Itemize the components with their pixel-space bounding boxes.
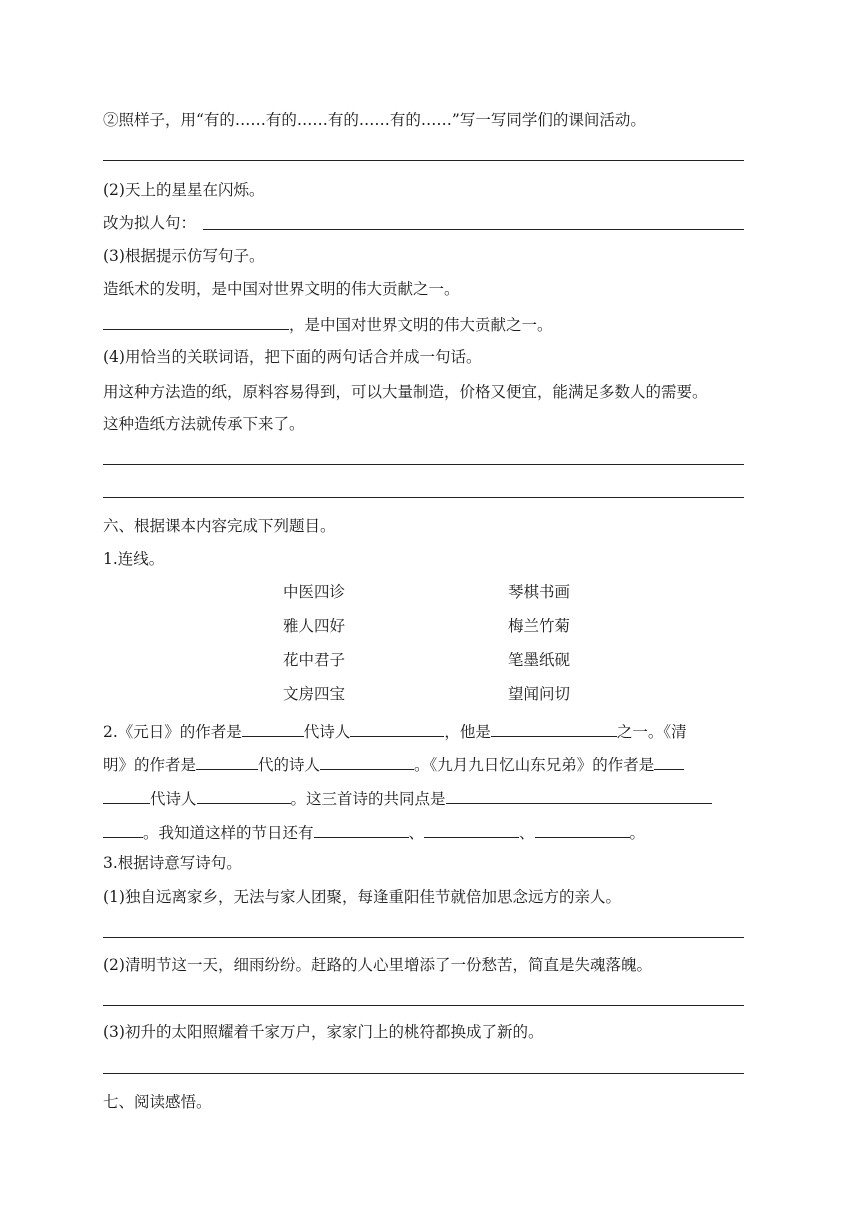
poem-lines-title: 3.根据诗意写诗句。 bbox=[103, 854, 242, 872]
section-six-heading: 六、根据课本内容完成下列题目。 bbox=[103, 517, 336, 535]
conjunction-sentence-1: 用这种方法造的纸，原料容易得到，可以大量制造，价格又便宜，能满足多数人的需要。 bbox=[103, 383, 708, 401]
answer-line[interactable] bbox=[103, 497, 744, 498]
blank[interactable] bbox=[535, 820, 630, 838]
answer-line[interactable] bbox=[203, 229, 744, 230]
blank[interactable] bbox=[446, 786, 712, 804]
answer-line[interactable] bbox=[103, 937, 744, 938]
blank[interactable] bbox=[103, 820, 143, 838]
matching-right-item[interactable]: 琴棋书画 bbox=[508, 583, 571, 601]
text: 代的诗人 bbox=[258, 756, 321, 774]
text: 之一。《清 bbox=[616, 723, 687, 741]
text: 2.《元日》的作者是 bbox=[103, 723, 242, 741]
blank[interactable] bbox=[654, 752, 684, 770]
matching-left-item[interactable]: 花中君子 bbox=[283, 651, 346, 669]
blank[interactable] bbox=[196, 752, 258, 770]
blank[interactable] bbox=[424, 820, 519, 838]
answer-line[interactable] bbox=[103, 464, 744, 465]
matching-left-item[interactable]: 中医四诊 bbox=[283, 583, 346, 601]
blank[interactable] bbox=[320, 752, 414, 770]
text: 。我知道这样的节日还有 bbox=[143, 824, 314, 842]
imitate-answer-row bbox=[103, 312, 553, 335]
matching-right-item[interactable]: 望闻问切 bbox=[508, 685, 571, 703]
poetry-fill-row-3 bbox=[103, 786, 712, 809]
matching-left-item[interactable]: 文房四宝 bbox=[283, 685, 346, 703]
text: 。这三首诗的共同点是 bbox=[290, 790, 446, 808]
section-seven-heading: 七、阅读感悟。 bbox=[103, 1093, 212, 1111]
matching-right-item[interactable]: 笔墨纸砚 bbox=[508, 651, 571, 669]
blank[interactable] bbox=[350, 719, 444, 737]
question-conjunction: (4)用恰当的关联词语，把下面的两句话合并成一句话。 bbox=[103, 348, 482, 366]
text: 、 bbox=[408, 824, 425, 842]
conjunction-sentence-2: 这种造纸方法就传承下来了。 bbox=[103, 415, 305, 433]
matching-left-item[interactable]: 雅人四好 bbox=[283, 617, 346, 635]
blank[interactable] bbox=[491, 719, 617, 737]
blank[interactable] bbox=[103, 312, 289, 330]
personification-prompt: 改为拟人句： bbox=[103, 214, 197, 232]
answer-line[interactable] bbox=[103, 1073, 744, 1074]
text: ，他是 bbox=[444, 723, 491, 741]
question-imitate: (3)根据提示仿写句子。 bbox=[103, 247, 265, 265]
text: 。《九月九日忆山东兄弟》的作者是 bbox=[414, 756, 655, 774]
poetry-fill-row-4 bbox=[103, 820, 645, 843]
answer-line[interactable] bbox=[103, 160, 744, 161]
blank[interactable] bbox=[314, 820, 409, 838]
instruction-activities: ②照样子，用“有的……有的……有的……有的……”写一写同学们的课间活动。 bbox=[103, 111, 646, 129]
poem-meaning-3: (3)初升的太阳照耀着千家万户，家家门上的桃符都换成了新的。 bbox=[103, 1023, 544, 1041]
matching-right-item[interactable]: 梅兰竹菊 bbox=[508, 617, 571, 635]
matching-title: 1.连线。 bbox=[103, 550, 165, 568]
poem-meaning-2: (2)清明节这一天，细雨纷纷。赶路的人心里增添了一份愁苦，简直是失魂落魄。 bbox=[103, 956, 652, 974]
answer-line[interactable] bbox=[103, 1005, 744, 1006]
blank[interactable] bbox=[242, 719, 304, 737]
imitate-example: 造纸术的发明，是中国对世界文明的伟大贡献之一。 bbox=[103, 280, 460, 298]
text: 代诗人 bbox=[303, 723, 351, 741]
poetry-fill-row-1 bbox=[103, 719, 687, 742]
poem-meaning-1: (1)独自远离家乡，无法与家人团聚，每逢重阳佳节就倍加思念远方的亲人。 bbox=[103, 888, 621, 906]
poetry-fill-row-2 bbox=[103, 752, 684, 775]
text: 。 bbox=[629, 824, 646, 842]
blank[interactable] bbox=[197, 786, 291, 804]
text: 代诗人 bbox=[150, 790, 197, 808]
text: 、 bbox=[519, 824, 535, 842]
imitate-tail: ，是中国对世界文明的伟大贡献之一。 bbox=[289, 316, 553, 334]
blank[interactable] bbox=[103, 786, 150, 804]
personification-prompt-row bbox=[103, 213, 196, 233]
text: 明》的作者是 bbox=[103, 756, 197, 774]
question-personification: (2)天上的星星在闪烁。 bbox=[103, 181, 265, 199]
